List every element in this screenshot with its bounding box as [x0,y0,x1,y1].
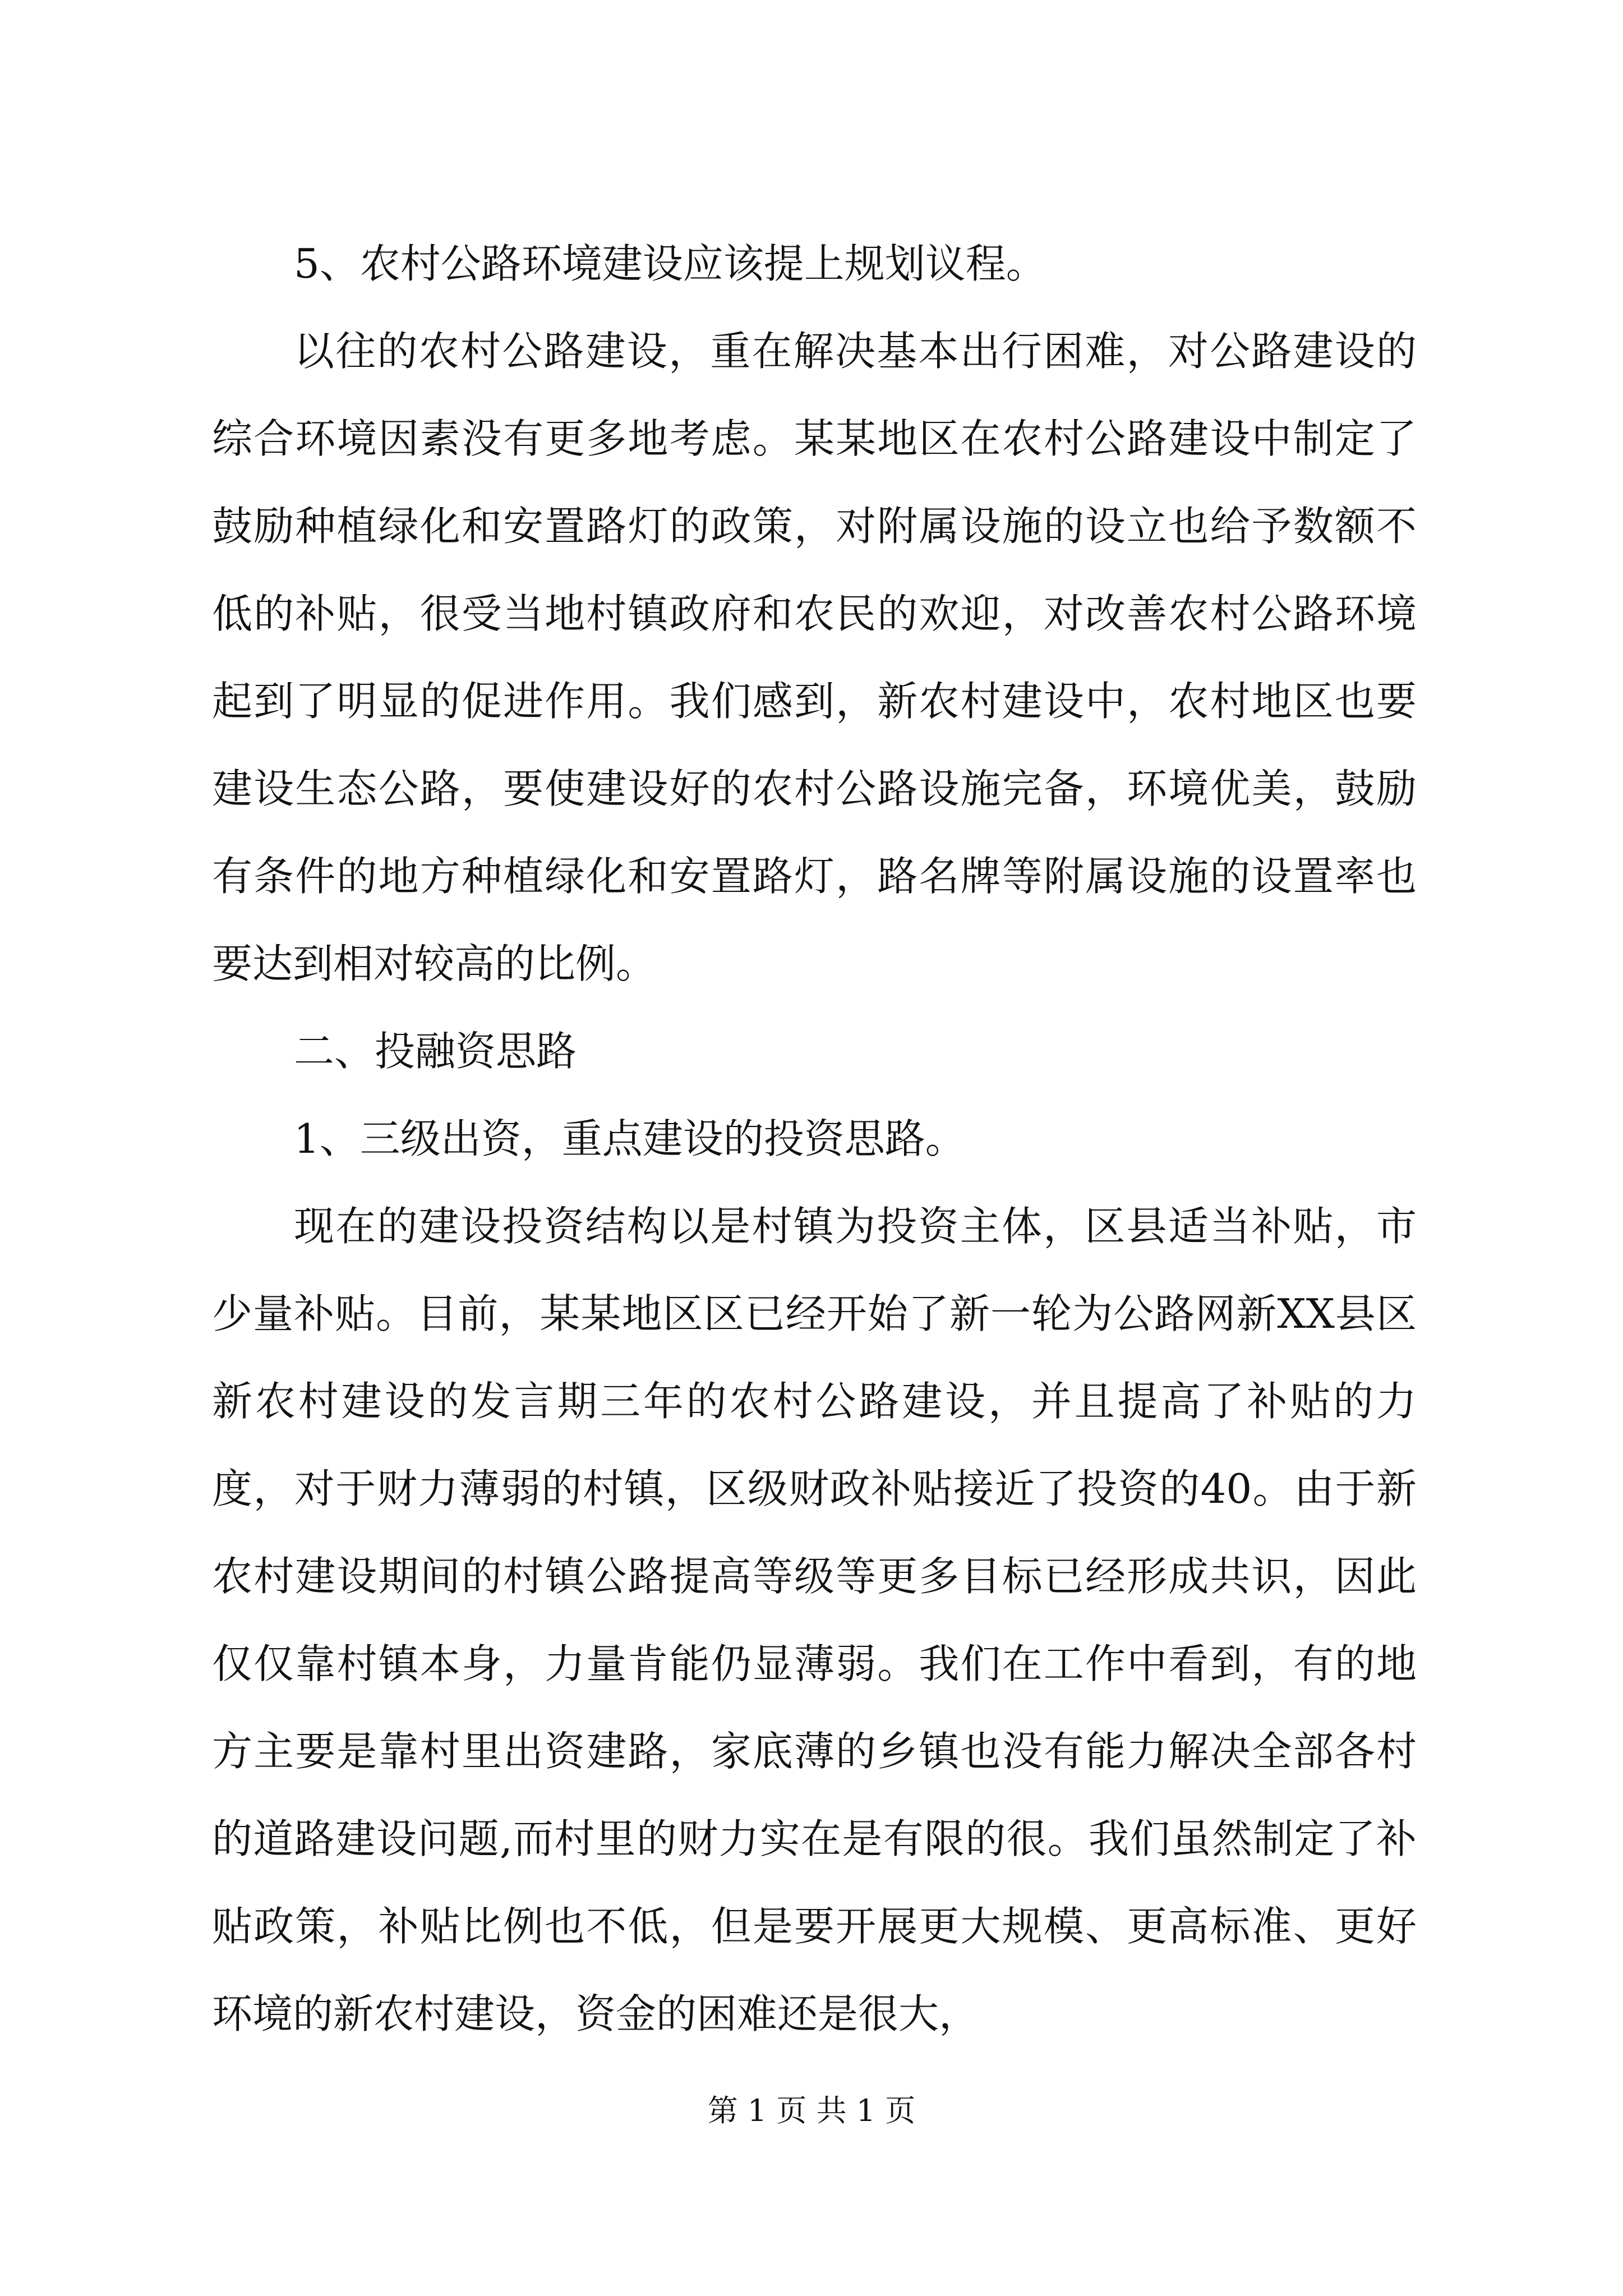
section-heading-road-environment: 5、农村公路环境建设应该提上规划议程。 [294,240,1046,287]
page-footer: 第 1 页 共 1 页 [707,2093,916,2128]
paragraph-road-environment: 以往的农村公路建设，重在解决基本出行困难，对公路建设的综合环境因素没有更多地考虑。某某地区在农村公路建设中制定了鼓励种植绿化和安置路灯的政策，对附属设施的设立也给予数额不低的补贴，很受当地村镇政府和农民的欢迎，对改善农村公路环境起到了明显的促进作用。我们感到，新农村建设中，农村地区也要建设生态公路，要使建设好的农村公路设施完备，环境优美，鼓励有条件的地方种植绿化和安置路灯，路名牌等附属设施的设置率也要达到相对较高的比例。 [212,328,1417,987]
subsection-heading-three-level-funding: 1、三级出资，重点建设的投资思路。 [294,1115,966,1162]
section-heading-investment: 二、投融资思路 [294,1028,577,1075]
document-body [212,220,1417,2058]
paragraph-investment-structure: 现在的建设投资结构以是村镇为投资主体，区县适当补贴，市少量补贴。目前，某某地区区已经开始了新一轮为公路网新XX县区新农村建设的发言期三年的农村公路建设，并且提高了补贴的力度，对于财力薄弱的村镇，区级财政补贴接近了投资的40。由于新农村建设期间的村镇公路提高等级等更多目标已经形成共识，因此仅仅靠村镇本身，力量肯能仍显薄弱。我们在工作中看到，有的地方主要是靠村里出资建路，家底薄的乡镇也没有能力解决全部各村的道路建设问题,而村里的财力实在是有限的很。我们虽然制定了补贴政策，补贴比例也不低，但是要开展更大规模、更高标准、更好环境的新农村建设，资金的困难还是很大， [212,1203,1417,2037]
